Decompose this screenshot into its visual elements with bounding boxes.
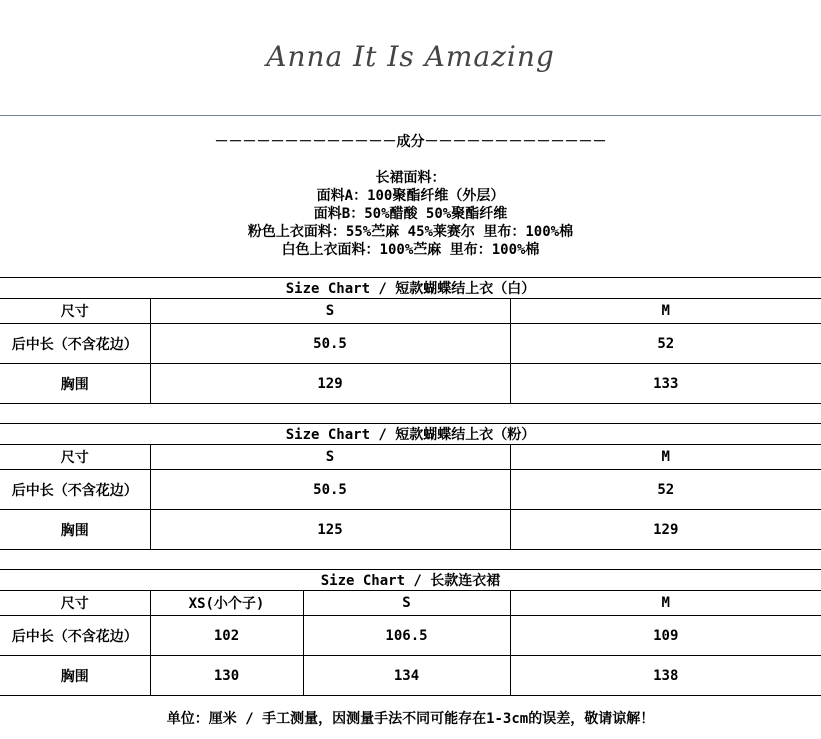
table-cell: 129 (150, 364, 510, 404)
row-label: 胸围 (0, 364, 150, 404)
table-title: Size Chart / 短款蝴蝶结上衣（白） (0, 278, 821, 299)
composition-line: 面料A：100聚酯纤维（外层） (316, 188, 505, 204)
table-title-row (0, 278, 821, 299)
table-title: Size Chart / 短款蝴蝶结上衣（粉） (0, 424, 821, 445)
table-cell: 138 (510, 656, 821, 696)
row-label: 后中长（不含花边） (0, 616, 150, 656)
table-title: Size Chart / 长款连衣裙 (0, 570, 821, 591)
table-cell: 129 (510, 510, 821, 550)
footnote: 单位：厘米 / 手工测量，因测量手法不同可能存在1-3cm的误差，敬请谅解！ (166, 711, 655, 727)
table-cell: 52 (510, 324, 821, 364)
header-cell: M (510, 445, 821, 470)
composition-heading: －－－－－－－－－－－－－成分－－－－－－－－－－－－－ (214, 134, 607, 150)
header-cell: 尺寸 (0, 591, 150, 616)
composition-line: 白色上衣面料：100%苎麻 里布：100%棉 (281, 242, 540, 258)
top-divider (0, 115, 821, 116)
size-table-pink-top (0, 423, 821, 550)
header-cell: XS(小个子) (150, 591, 303, 616)
row-label: 后中长（不含花边） (0, 324, 150, 364)
table-row (0, 324, 821, 364)
table-cell: 134 (303, 656, 510, 696)
header-cell: S (150, 445, 510, 470)
table-cell: 109 (510, 616, 821, 656)
row-label: 胸围 (0, 656, 150, 696)
header-cell: 尺寸 (0, 299, 150, 324)
table-cell: 50.5 (150, 470, 510, 510)
composition-line: 粉色上衣面料：55%苎麻 45%莱赛尔 里布：100%棉 (247, 224, 574, 240)
header-cell: S (150, 299, 510, 324)
table-cell: 106.5 (303, 616, 510, 656)
row-label: 胸围 (0, 510, 150, 550)
header-cell: M (510, 591, 821, 616)
size-table-white-top (0, 277, 821, 404)
table-cell: 50.5 (150, 324, 510, 364)
composition-block (0, 133, 821, 259)
table-cell: 52 (510, 470, 821, 510)
table-title-row (0, 424, 821, 445)
composition-line: 长裙面料： (375, 170, 446, 186)
table-cell: 130 (150, 656, 303, 696)
table-title-row (0, 570, 821, 591)
row-label: 后中长（不含花边） (0, 470, 150, 510)
header-cell: S (303, 591, 510, 616)
composition-line: 面料B：50%醋酸 50%聚酯纤维 (313, 206, 508, 222)
table-row (0, 470, 821, 510)
table-row (0, 364, 821, 404)
table-cell: 133 (510, 364, 821, 404)
header-cell: 尺寸 (0, 445, 150, 470)
table-cell: 125 (150, 510, 510, 550)
table-cell: 102 (150, 616, 303, 656)
brand-logo-text: Anna It Is Amazing (266, 40, 555, 73)
table-header-row (0, 591, 821, 616)
header-cell: M (510, 299, 821, 324)
table-row (0, 616, 821, 656)
table-row (0, 510, 821, 550)
table-header-row (0, 445, 821, 470)
table-header-row (0, 299, 821, 324)
table-row (0, 656, 821, 696)
size-table-long-dress (0, 569, 821, 696)
